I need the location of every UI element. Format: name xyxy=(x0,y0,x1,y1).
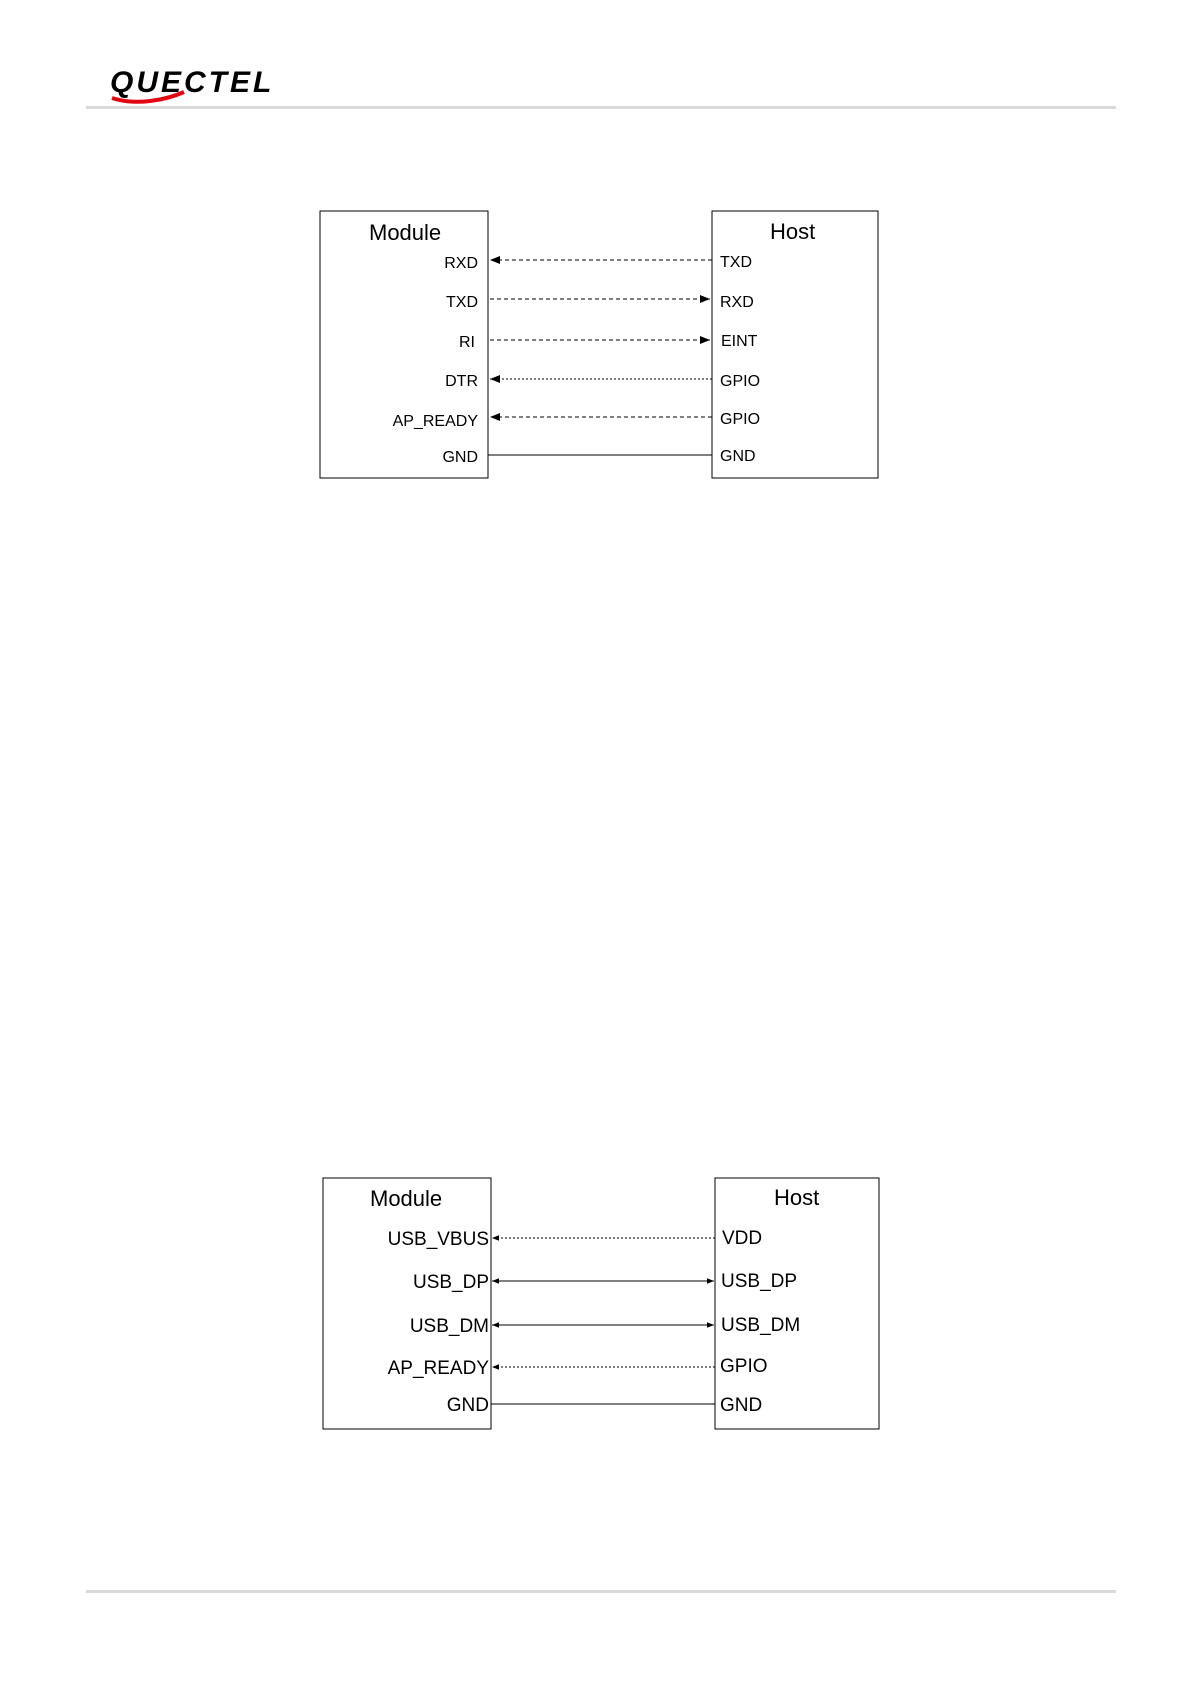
host-pin: TXD xyxy=(720,254,752,271)
module-pin: AP_READY xyxy=(392,413,478,430)
module-pin: USB_VBUS xyxy=(387,1229,489,1250)
brand-name: QUECTEL xyxy=(110,66,275,99)
module-pin: TXD xyxy=(446,294,478,311)
host-pin: VDD xyxy=(722,1228,763,1249)
host-pin: GPIO xyxy=(720,373,761,390)
host-pin: GPIO xyxy=(720,1356,768,1377)
module-pin: GND xyxy=(442,449,478,466)
module-box xyxy=(323,1178,491,1429)
host-pin: EINT xyxy=(721,333,758,350)
host-pin: RXD xyxy=(720,294,754,311)
host-pin: USB_DM xyxy=(721,1315,801,1336)
host-title: Host xyxy=(770,219,816,244)
host-box xyxy=(715,1178,879,1429)
host-pin: GND xyxy=(720,1395,763,1416)
module-pin: AP_READY xyxy=(387,1358,489,1379)
module-title: Module xyxy=(370,1186,443,1211)
module-pin: USB_DM xyxy=(409,1316,489,1337)
host-title: Host xyxy=(774,1185,820,1210)
footer-divider xyxy=(86,1590,1116,1593)
module-pin: GND xyxy=(446,1395,489,1416)
module-pin: RI xyxy=(459,334,475,351)
host-pin: GND xyxy=(720,448,756,465)
host-pin: GPIO xyxy=(720,411,761,428)
module-pin: USB_DP xyxy=(412,1272,489,1293)
module-title: Module xyxy=(369,220,442,245)
host-pin: USB_DP xyxy=(721,1271,798,1292)
module-pin: RXD xyxy=(444,255,478,272)
module-pin: DTR xyxy=(445,373,478,390)
